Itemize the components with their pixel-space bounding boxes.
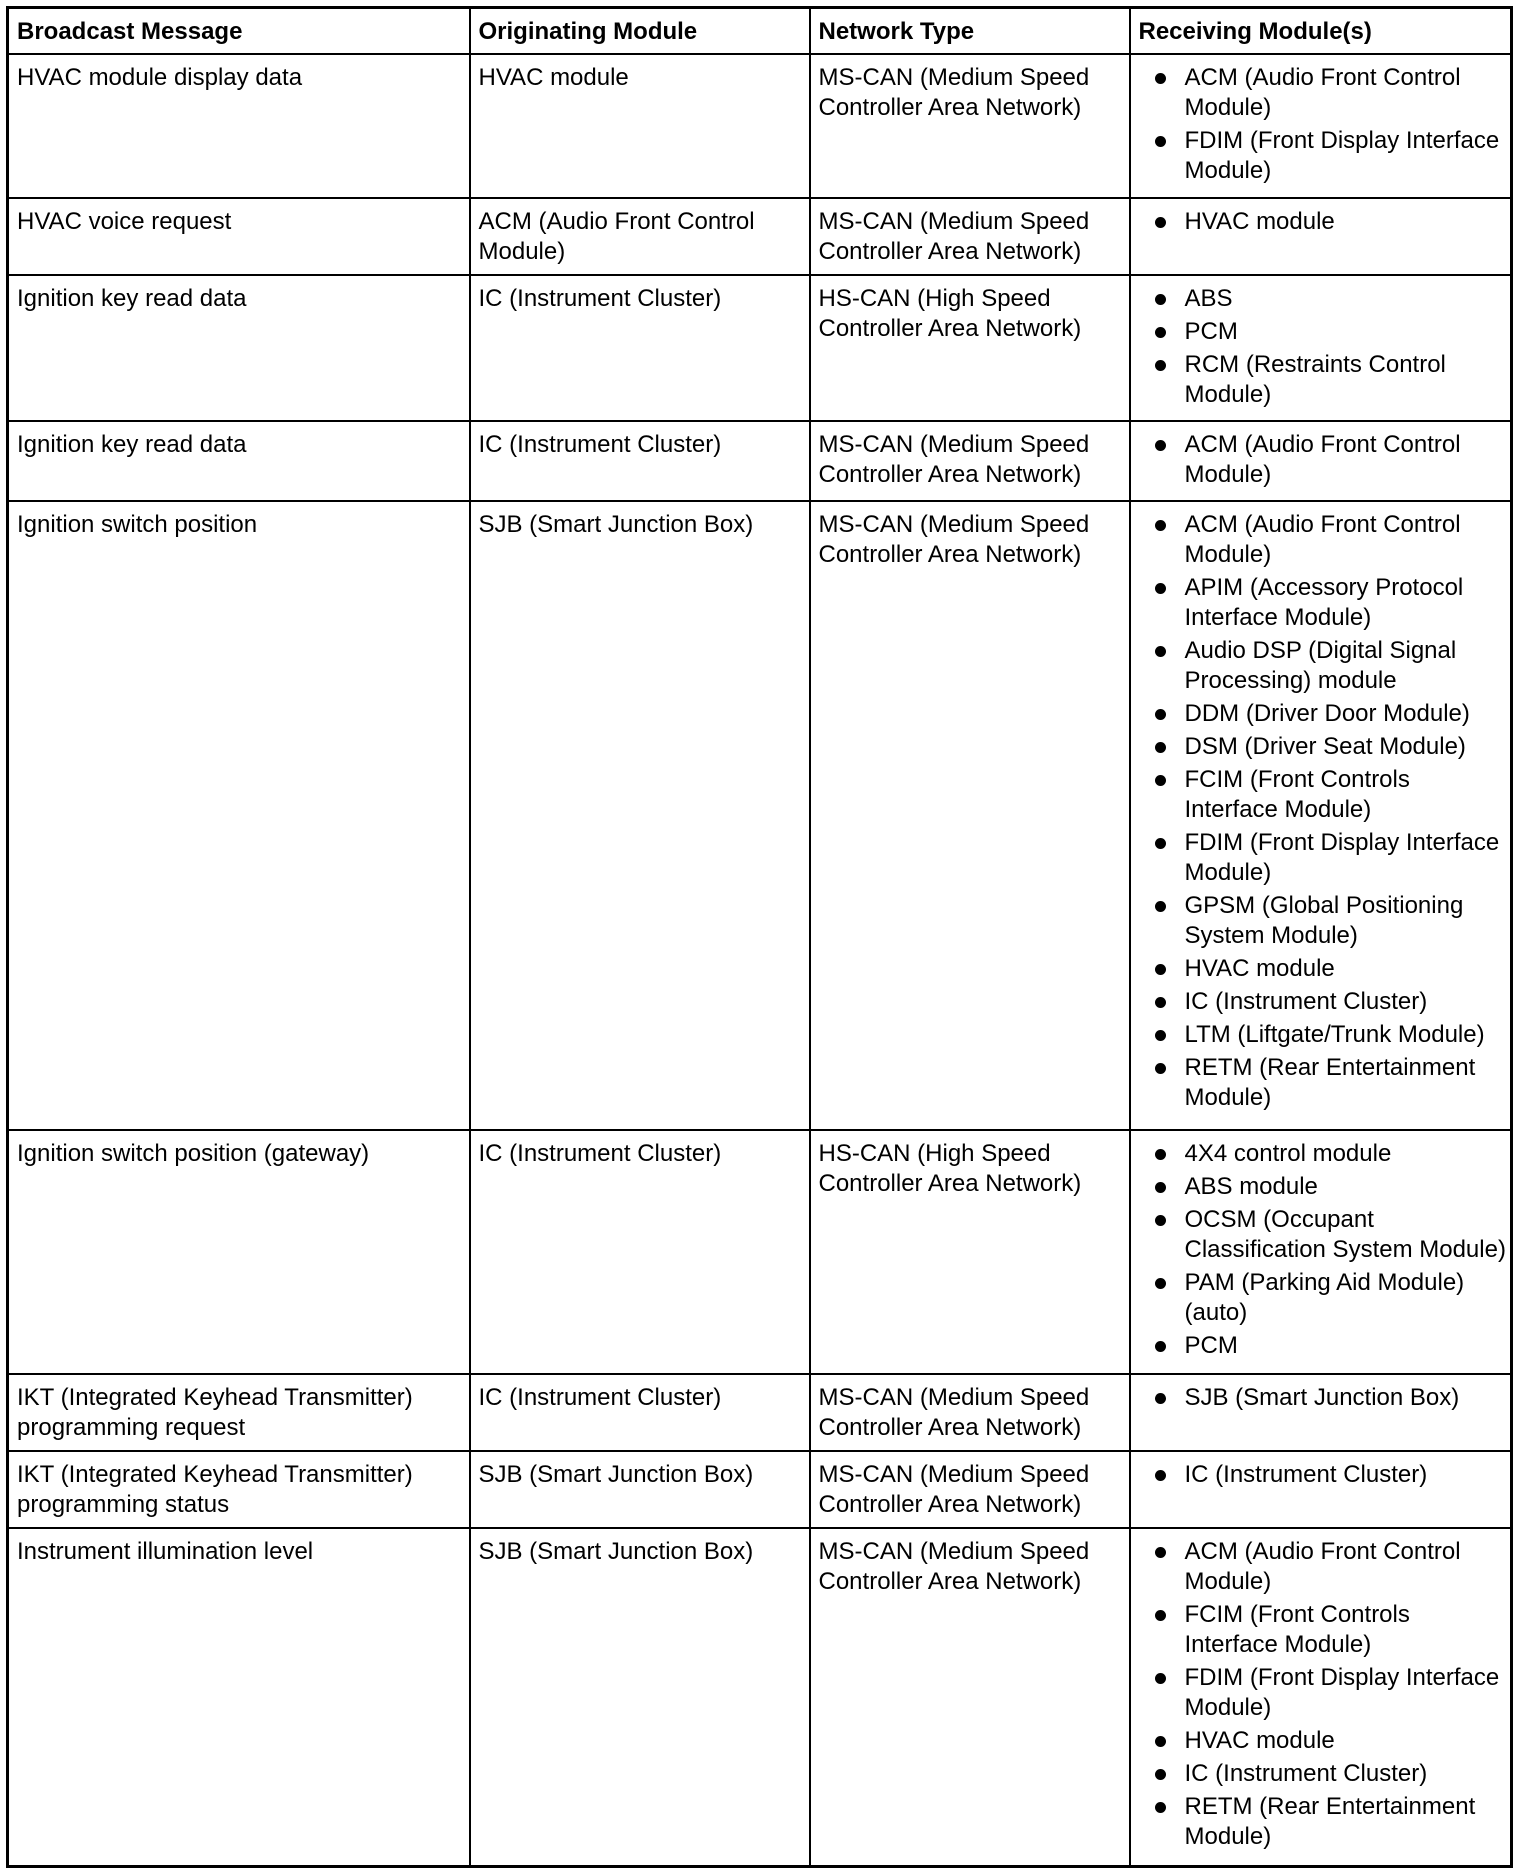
network-type-cell [810,1374,1130,1451]
receiving-module-text: LTM (Liftgate/Trunk Module) [1184,1021,1485,1049]
header-network-type: Network Type [810,8,1130,55]
network-type-text: MS-CAN (Medium Speed Controller Area Network) [818,64,1090,121]
bullet-icon [1155,1802,1166,1813]
originating-module-cell [470,1528,810,1866]
receiving-module-item [1145,1792,1507,1852]
bullet-icon [1155,1736,1166,1747]
receiving-module-text: FDIM (Front Display Interface Module) [1184,127,1500,184]
receiving-module-item [1145,317,1507,347]
bullet-icon [1155,838,1166,849]
header-originating-module: Originating Module [470,8,810,55]
receiving-module-item [1145,1663,1507,1723]
receiving-modules-cell [1130,421,1512,501]
bullet-icon [1155,1182,1166,1193]
receiving-module-text: RCM (Restraints Control Module) [1184,350,1446,408]
receiving-module-text: FDIM (Front Display Interface Module) [1184,1664,1500,1722]
receiving-module-text: PCM [1184,1332,1238,1360]
broadcast-message-text: Ignition switch position (gateway) [17,1140,370,1168]
originating-module-cell [470,1374,810,1451]
originating-module-text: IC (Instrument Cluster) [478,431,722,459]
originating-module-text: IC (Instrument Cluster) [478,1140,722,1168]
bullet-icon [1155,775,1166,786]
network-type-cell [810,1528,1130,1866]
originating-module-cell [470,54,810,198]
bullet-icon [1155,583,1166,594]
broadcast-message-cell [8,1451,470,1528]
broadcast-message-text: HVAC module display data [17,64,303,91]
originating-module-text: IC (Instrument Cluster) [478,284,722,312]
receiving-module-item [1145,1205,1507,1265]
bullet-icon [1155,1030,1166,1041]
broadcast-message-cell [8,1374,470,1451]
table-row [8,1374,1512,1451]
header-receiving-modules: Receiving Module(s) [1130,8,1512,55]
originating-module-cell [470,275,810,422]
originating-module-text: SJB (Smart Junction Box) [478,511,754,539]
receiving-module-text: ACM (Audio Front Control Module) [1184,511,1461,569]
table-row [8,1528,1512,1866]
network-type-cell [810,421,1130,501]
receiving-module-text: GPSM (Global Positioning System Module) [1184,892,1464,950]
table-row [8,54,1512,198]
receiving-modules-cell [1130,1130,1512,1374]
receiving-module-text: ACM (Audio Front Control Module) [1184,64,1461,121]
receiving-module-item [1145,1331,1507,1361]
bullet-icon [1155,1149,1166,1160]
receiving-modules-cell [1130,1451,1512,1528]
receiving-module-item [1145,1020,1507,1050]
broadcast-message-cell [8,275,470,422]
receiving-module-text: RETM (Rear Entertainment Module) [1184,1793,1476,1851]
bullet-icon [1155,520,1166,531]
bullet-icon [1155,1341,1166,1352]
receiving-modules-cell [1130,1374,1512,1451]
receiving-module-text: ACM (Audio Front Control Module) [1184,1538,1461,1596]
table-row [8,1130,1512,1374]
network-type-cell [810,54,1130,198]
receiving-modules-list [1145,1139,1507,1361]
receiving-module-text: OCSM (Occupant Classification System Module) [1184,1206,1506,1264]
receiving-module-text: ACM (Audio Front Control Module) [1184,431,1461,489]
receiving-module-item [1145,1172,1507,1202]
receiving-module-item [1145,954,1507,984]
receiving-module-item [1145,1053,1507,1113]
receiving-module-item [1145,430,1507,490]
table-row [8,1451,1512,1528]
bullet-icon [1155,136,1166,147]
receiving-module-text: IC (Instrument Cluster) [1184,988,1428,1016]
broadcast-message-text: Ignition switch position [17,511,258,539]
originating-module-text: HVAC module [478,64,629,91]
receiving-modules-list [1145,1460,1507,1490]
broadcast-message-cell [8,1528,470,1866]
receiving-module-item [1145,284,1507,314]
bullet-icon [1155,1063,1166,1074]
broadcast-message-cell [8,1130,470,1374]
bullet-icon [1155,646,1166,657]
header-row [8,8,1512,55]
receiving-module-item [1145,699,1507,729]
bullet-icon [1155,1610,1166,1621]
receiving-module-text: RETM (Rear Entertainment Module) [1184,1054,1476,1112]
network-type-text: HS-CAN (High Speed Controller Area Network) [818,1140,1082,1198]
bullet-icon [1155,1470,1166,1481]
bullet-icon [1155,709,1166,720]
table-row [8,198,1512,275]
receiving-module-text: PCM [1184,317,1238,345]
receiving-modules-list [1145,207,1507,237]
receiving-modules-cell [1130,54,1512,198]
originating-module-cell [470,1451,810,1528]
receiving-module-item [1145,1759,1507,1789]
table-header [8,8,1512,55]
originating-module-cell [470,501,810,1130]
receiving-module-item [1145,350,1507,410]
receiving-modules-cell [1130,275,1512,422]
bullet-icon [1155,1769,1166,1780]
receiving-module-item [1145,765,1507,825]
receiving-module-text: DDM (Driver Door Module) [1184,700,1470,728]
network-type-text: MS-CAN (Medium Speed Controller Area Network) [818,431,1090,489]
receiving-module-text: ABS module [1184,1173,1318,1201]
receiving-module-item [1145,1268,1507,1328]
receiving-module-item [1145,1139,1507,1169]
receiving-module-text: IC (Instrument Cluster) [1184,1461,1428,1489]
originating-module-cell [470,421,810,501]
network-type-text: MS-CAN (Medium Speed Controller Area Network) [818,1538,1090,1596]
receiving-module-item [1145,636,1507,696]
receiving-module-text: SJB (Smart Junction Box) [1184,1384,1460,1412]
receiving-modules-list [1145,1383,1507,1413]
receiving-module-item [1145,891,1507,951]
receiving-module-item [1145,1383,1507,1413]
receiving-modules-cell [1130,198,1512,275]
receiving-modules-cell [1130,1528,1512,1866]
receiving-module-item [1145,987,1507,1017]
receiving-module-text: IC (Instrument Cluster) [1184,1760,1428,1788]
bullet-icon [1155,1393,1166,1404]
receiving-module-item [1145,63,1507,123]
receiving-module-text: HVAC module [1184,1727,1335,1755]
receiving-module-text: Audio DSP (Digital Signal Processing) module [1184,637,1457,695]
receiving-module-text: 4X4 control module [1184,1140,1392,1168]
header-broadcast-message: Broadcast Message [8,8,470,55]
broadcast-message-text: Instrument illumination level [17,1538,314,1566]
receiving-modules-list [1145,63,1507,186]
network-type-cell [810,275,1130,422]
broadcast-message-cell [8,54,470,198]
receiving-module-text: HVAC module [1184,207,1335,235]
bullet-icon [1155,1215,1166,1226]
receiving-modules-list [1145,430,1507,490]
bullet-icon [1155,1673,1166,1684]
bullet-icon [1155,742,1166,753]
receiving-module-item [1145,1537,1507,1597]
receiving-modules-list [1145,1537,1507,1852]
broadcast-message-table [6,6,1513,1868]
network-type-text: MS-CAN (Medium Speed Controller Area Network) [818,207,1090,265]
bullet-icon [1155,901,1166,912]
broadcast-message-cell [8,421,470,501]
broadcast-message-text: IKT (Integrated Keyhead Transmitter) programming status [17,1461,413,1519]
network-type-cell [810,1451,1130,1528]
originating-module-cell [470,198,810,275]
receiving-module-item [1145,1600,1507,1660]
broadcast-message-text: Ignition key read data [17,431,247,459]
network-type-text: HS-CAN (High Speed Controller Area Network) [818,284,1082,342]
receiving-module-text: HVAC module [1184,955,1335,983]
bullet-icon [1155,294,1166,305]
broadcast-message-text: Ignition key read data [17,284,247,312]
bullet-icon [1155,1547,1166,1558]
receiving-module-text: DSM (Driver Seat Module) [1184,733,1466,761]
broadcast-message-cell [8,198,470,275]
bullet-icon [1155,964,1166,975]
originating-module-text: SJB (Smart Junction Box) [478,1538,754,1566]
receiving-module-text: PAM (Parking Aid Module) (auto) [1184,1269,1465,1327]
broadcast-message-text: HVAC voice request [17,207,232,235]
table-row [8,501,1512,1130]
originating-module-cell [470,1130,810,1374]
receiving-modules-list [1145,284,1507,410]
network-type-text: MS-CAN (Medium Speed Controller Area Network) [818,1461,1090,1519]
bullet-icon [1155,1278,1166,1289]
network-type-cell [810,198,1130,275]
receiving-module-item [1145,126,1507,186]
bullet-icon [1155,327,1166,338]
receiving-module-item [1145,573,1507,633]
receiving-module-item [1145,828,1507,888]
broadcast-message-cell [8,501,470,1130]
receiving-module-item [1145,732,1507,762]
table-row [8,421,1512,501]
receiving-module-item [1145,1726,1507,1756]
network-type-cell [810,501,1130,1130]
receiving-module-text: FDIM (Front Display Interface Module) [1184,829,1500,887]
bullet-icon [1155,73,1166,84]
receiving-module-text: FCIM (Front Controls Interface Module) [1184,766,1410,824]
receiving-module-item [1145,510,1507,570]
network-type-text: MS-CAN (Medium Speed Controller Area Network) [818,511,1090,569]
bullet-icon [1155,440,1166,451]
originating-module-text: SJB (Smart Junction Box) [478,1461,754,1489]
receiving-module-item [1145,1460,1507,1490]
table-row [8,275,1512,422]
receiving-module-item [1145,207,1507,237]
network-type-text: MS-CAN (Medium Speed Controller Area Network) [818,1384,1090,1442]
receiving-module-text: APIM (Accessory Protocol Interface Module) [1184,574,1464,632]
bullet-icon [1155,360,1166,371]
receiving-module-text: FCIM (Front Controls Interface Module) [1184,1601,1410,1659]
bullet-icon [1155,997,1166,1008]
originating-module-text: ACM (Audio Front Control Module) [478,207,755,265]
network-type-cell [810,1130,1130,1374]
broadcast-message-text: IKT (Integrated Keyhead Transmitter) programming request [17,1384,413,1442]
receiving-module-text: ABS [1184,284,1233,312]
bullet-icon [1155,217,1166,228]
receiving-modules-cell [1130,501,1512,1130]
receiving-modules-list [1145,510,1507,1113]
originating-module-text: IC (Instrument Cluster) [478,1384,722,1412]
table-body [8,54,1512,1867]
